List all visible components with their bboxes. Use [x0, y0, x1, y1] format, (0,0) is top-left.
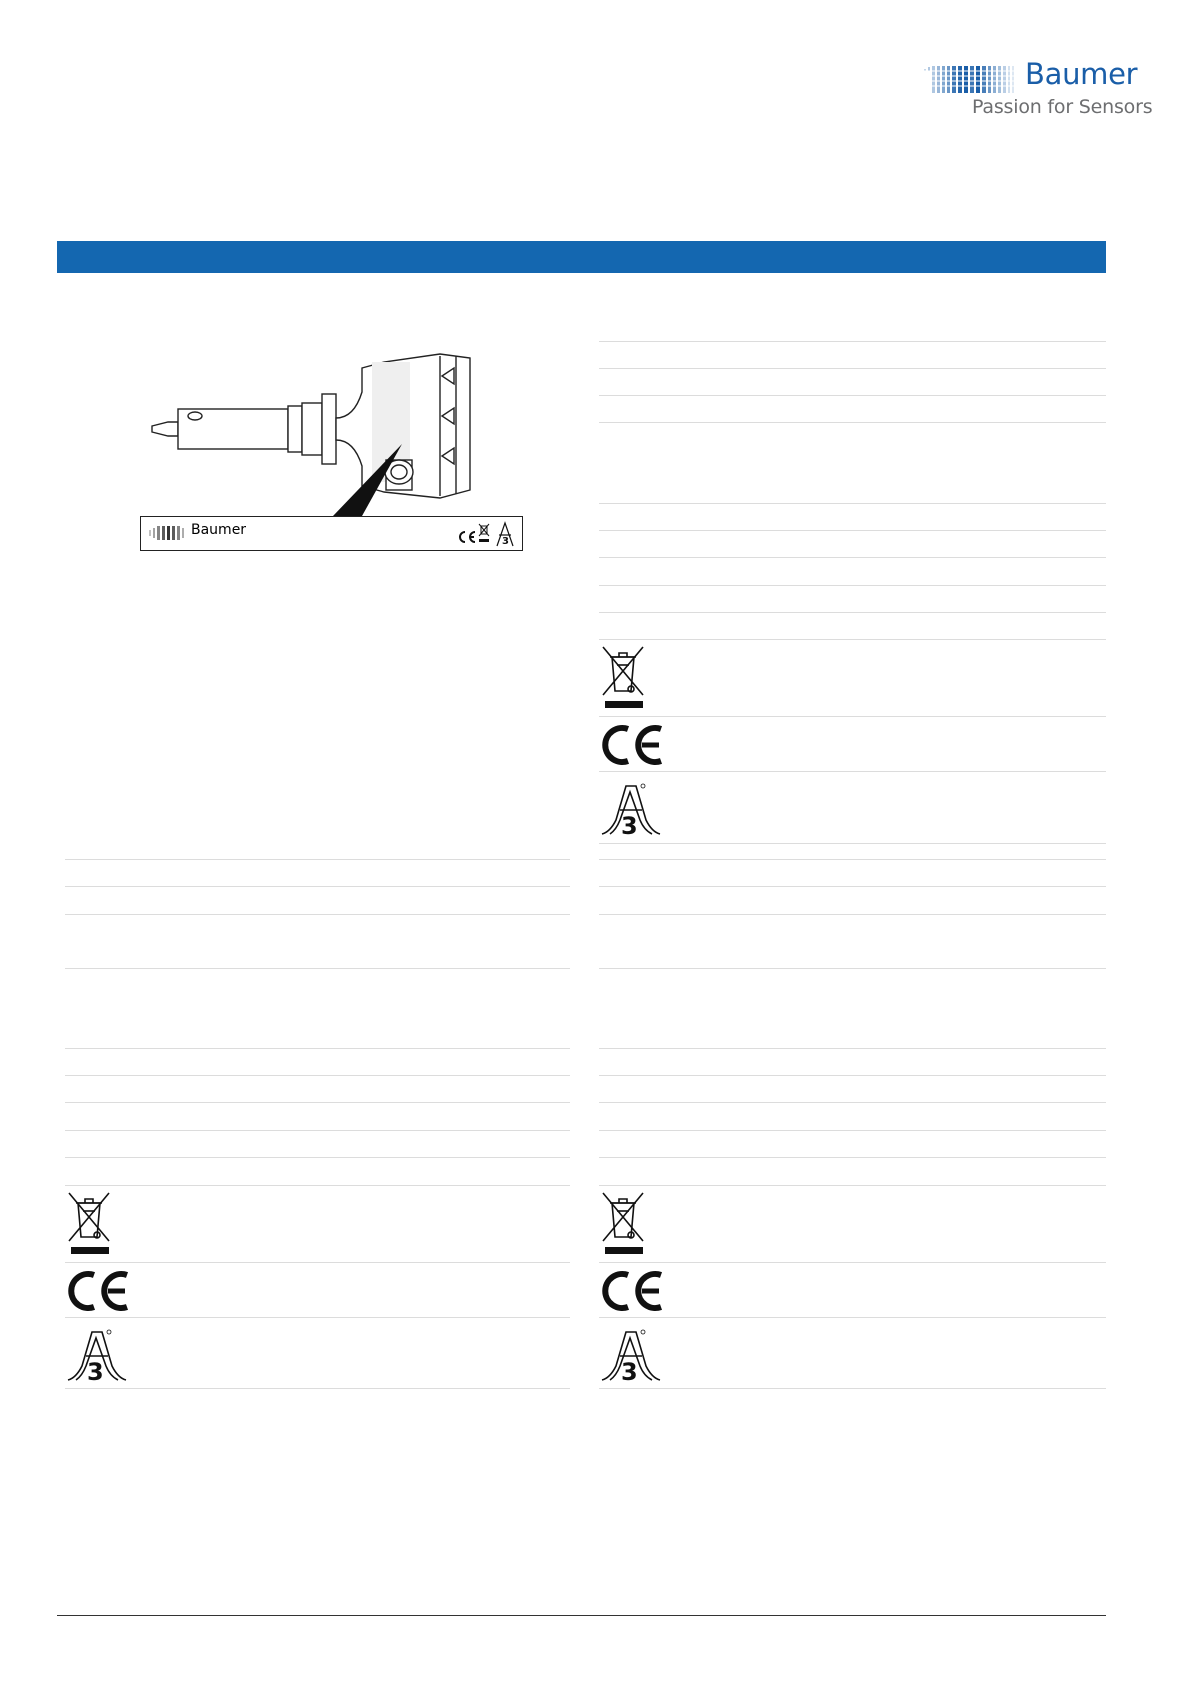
- table-rule: [65, 968, 570, 969]
- product-drawing: [140, 348, 510, 556]
- table-rule: [599, 503, 1106, 504]
- table-rule: [65, 1262, 570, 1263]
- table-rule: [599, 886, 1106, 887]
- svg-text:3: 3: [502, 536, 509, 547]
- brand-tagline: Passion for Sensors: [972, 96, 1153, 118]
- table-rule: [599, 557, 1106, 558]
- baumer-logo: [924, 57, 1153, 124]
- table-rule: [599, 1388, 1106, 1389]
- plate-approval-icons: [455, 521, 519, 547]
- table-rule: [599, 968, 1106, 969]
- table-rule: [599, 1130, 1106, 1131]
- table-rule: [65, 914, 570, 915]
- table-rule: [599, 395, 1106, 396]
- table-rule: [599, 1102, 1106, 1103]
- table-rule: [65, 1388, 570, 1389]
- table-rule: [599, 1262, 1106, 1263]
- ce-mark-icon: [601, 724, 665, 766]
- table-rule: [65, 1317, 570, 1318]
- svg-text:3: 3: [87, 1358, 104, 1382]
- table-rule: [599, 1317, 1106, 1318]
- table-rule: [599, 716, 1106, 717]
- ce-mark-icon: [601, 1270, 665, 1312]
- weee-bin-icon: [67, 1191, 113, 1255]
- table-rule: [599, 639, 1106, 640]
- 3a-sanitary-icon: [66, 1326, 128, 1382]
- table-rule: [599, 612, 1106, 613]
- plate-brand: Baumer: [191, 522, 247, 538]
- table-rule: [599, 422, 1106, 423]
- baumer-dot-grid-icon: [924, 66, 1017, 93]
- type-plate: [140, 516, 523, 551]
- title-bar: [57, 241, 1106, 273]
- sensor-drawing: [140, 348, 510, 518]
- table-rule: [65, 1157, 570, 1158]
- table-rule: [599, 1157, 1106, 1158]
- table-rule: [65, 1102, 570, 1103]
- table-rule: [599, 914, 1106, 915]
- table-rule: [599, 1185, 1106, 1186]
- plate-logo-icon: [149, 526, 189, 540]
- 3a-sanitary-icon: [600, 1326, 662, 1382]
- ce-mark-icon: [67, 1270, 131, 1312]
- table-rule: [65, 1048, 570, 1049]
- svg-text:3: 3: [621, 812, 638, 836]
- weee-bin-icon: [601, 645, 647, 709]
- footer-rule: [57, 1615, 1106, 1616]
- table-rule: [65, 886, 570, 887]
- brand-name: Baumer: [1025, 57, 1138, 91]
- table-rule: [599, 843, 1106, 844]
- table-rule: [599, 859, 1106, 860]
- weee-bin-icon: [601, 1191, 647, 1255]
- table-rule: [599, 368, 1106, 369]
- table-rule: [599, 1075, 1106, 1076]
- table-rule: [65, 859, 570, 860]
- 3a-sanitary-icon: [600, 780, 662, 836]
- table-rule: [599, 771, 1106, 772]
- svg-text:3: 3: [621, 1358, 638, 1382]
- table-rule: [599, 530, 1106, 531]
- table-rule: [599, 341, 1106, 342]
- table-rule: [65, 1185, 570, 1186]
- table-rule: [65, 1075, 570, 1076]
- table-rule: [599, 585, 1106, 586]
- table-rule: [599, 1048, 1106, 1049]
- table-rule: [65, 1130, 570, 1131]
